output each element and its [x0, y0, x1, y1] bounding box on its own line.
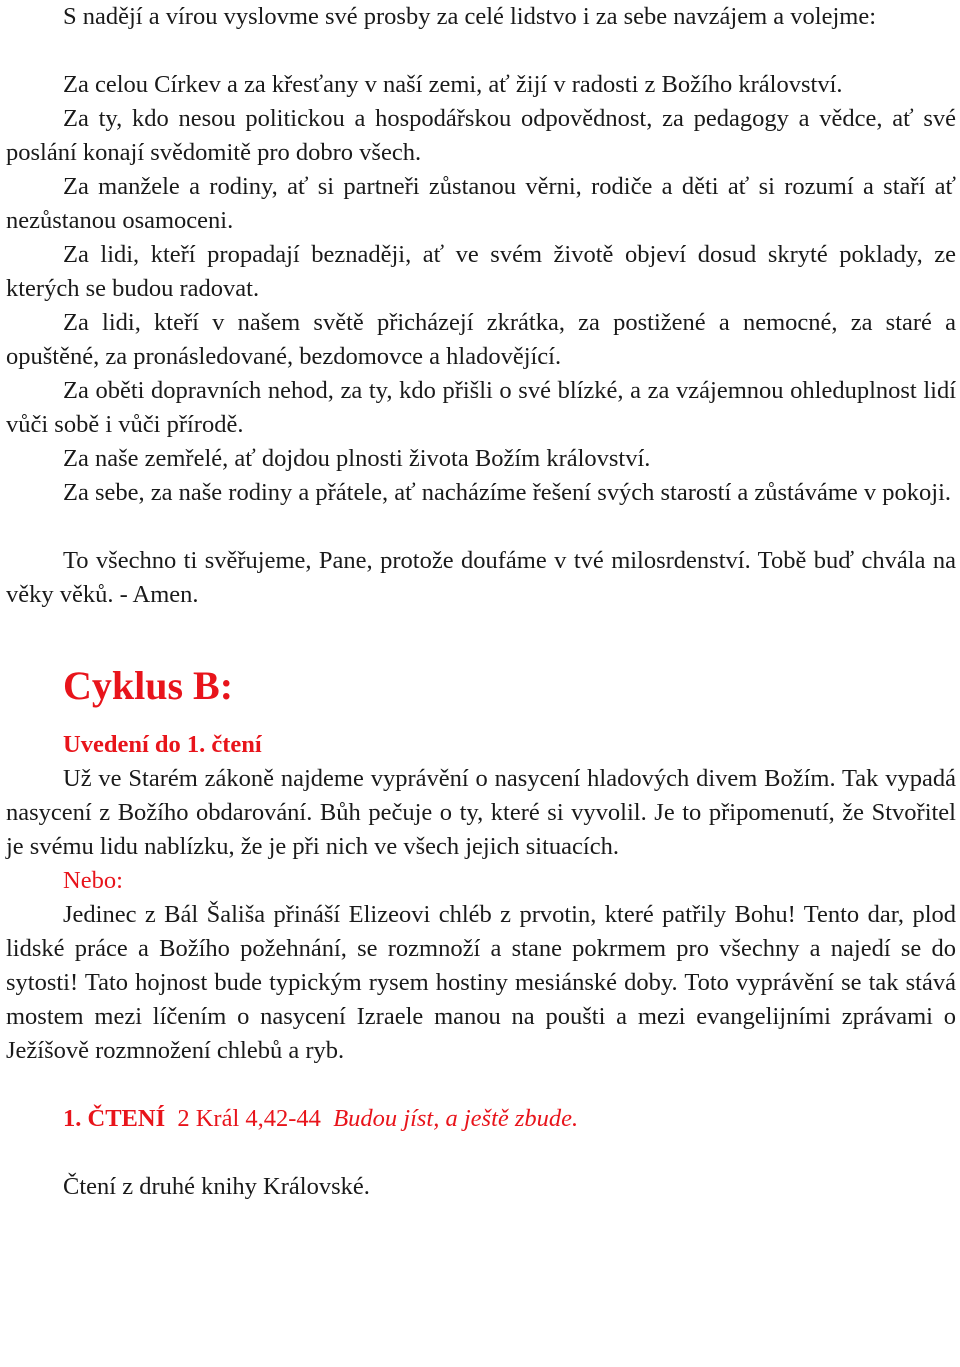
petition: Za lidi, kteří v našem světě přicházejí zkrátka, za postižené a nemocné, za staré a opuštěné, za pronásledované, bezdomovce a hladovějící. — [6, 309, 956, 370]
intro-text: Už ve Starém zákoně najdeme vyprávění o nasycení hladových divem Božím. Tak vypadá nasycení z Božího obdarování. Bůh pečuje o ty, které si vyvolil. Je to připomenutí, že Stvořitel je svému lidu nablízku, že je při nich ve všech jejich situacích. — [6, 765, 956, 860]
petition: Za manžele a rodiny, ať si partneři zůstanou věrni, rodiče a děti ať si rozumí a staří ať nezůstanou osamoceni. — [6, 173, 956, 234]
reading-reference: 2 Král 4,42-44 — [177, 1105, 321, 1132]
reading-label: 1. ČTENÍ — [63, 1105, 166, 1132]
document-page — [6, 0, 956, 1204]
cycle-heading: Cyklus B: — [63, 663, 234, 708]
petition: Za lidi, kteří propadají beznaději, ať ve svém životě objeví dosud skryté poklady, ze kterých se budou radovat. — [6, 241, 956, 302]
prayer-closing: To všechno ti svěřujeme, Pane, protože doufáme v tvé milosrdenství. Tobě buď chvála na věky věků. - Amen. — [6, 547, 956, 608]
petition: Za naše zemřelé, ať dojdou plnosti života Božím království. — [63, 445, 651, 472]
alt-intro-text: Jedinec z Bál Šališa přináší Elizeovi chléb z prvotin, které patřily Bohu! Tento dar, plod lidské práce a Božího požehnání, se rozmnoží a stane pokrmem pro všechny a najedí se do sytosti! Tato hojnost bude typickým rysem hostiny mesiánské doby. Toto vyprávění se tak stává mostem mezi líčením o nasycení Izraele manou na poušti a mezi evangelijními zprávami o Ježíšově rozmnožení chlebů a ryb. — [6, 901, 956, 1064]
petition: Za oběti dopravních nehod, za ty, kdo přišli o své blízké, a za vzájemnou ohleduplnost lidí vůči sobě i vůči přírodě. — [6, 377, 956, 438]
petition: Za celou Církev a za křesťany v naší zemi, ať žijí v radosti z Božího království. — [63, 71, 843, 98]
or-label: Nebo: — [63, 867, 123, 894]
reading-title: Budou jíst, a ještě zbude. — [333, 1105, 579, 1132]
reading-heading — [63, 1102, 956, 1136]
reading-source: Čtení z druhé knihy Královské. — [63, 1173, 370, 1200]
petition: Za sebe, za naše rodiny a přátele, ať nacházíme řešení svých starostí a zůstáváme v pokoji. — [63, 479, 952, 506]
petition: Za ty, kdo nesou politickou a hospodářskou odpovědnost, za pedagogy a vědce, ať své poslání konají svědomitě pro dobro všech. — [6, 105, 956, 166]
intro-heading: Uvedení do 1. čtení — [63, 731, 262, 758]
petitions-list — [6, 68, 956, 510]
prayer-intro: S nadějí a vírou vyslovme své prosby za celé lidstvo i za sebe navzájem a volejme: — [63, 3, 877, 30]
